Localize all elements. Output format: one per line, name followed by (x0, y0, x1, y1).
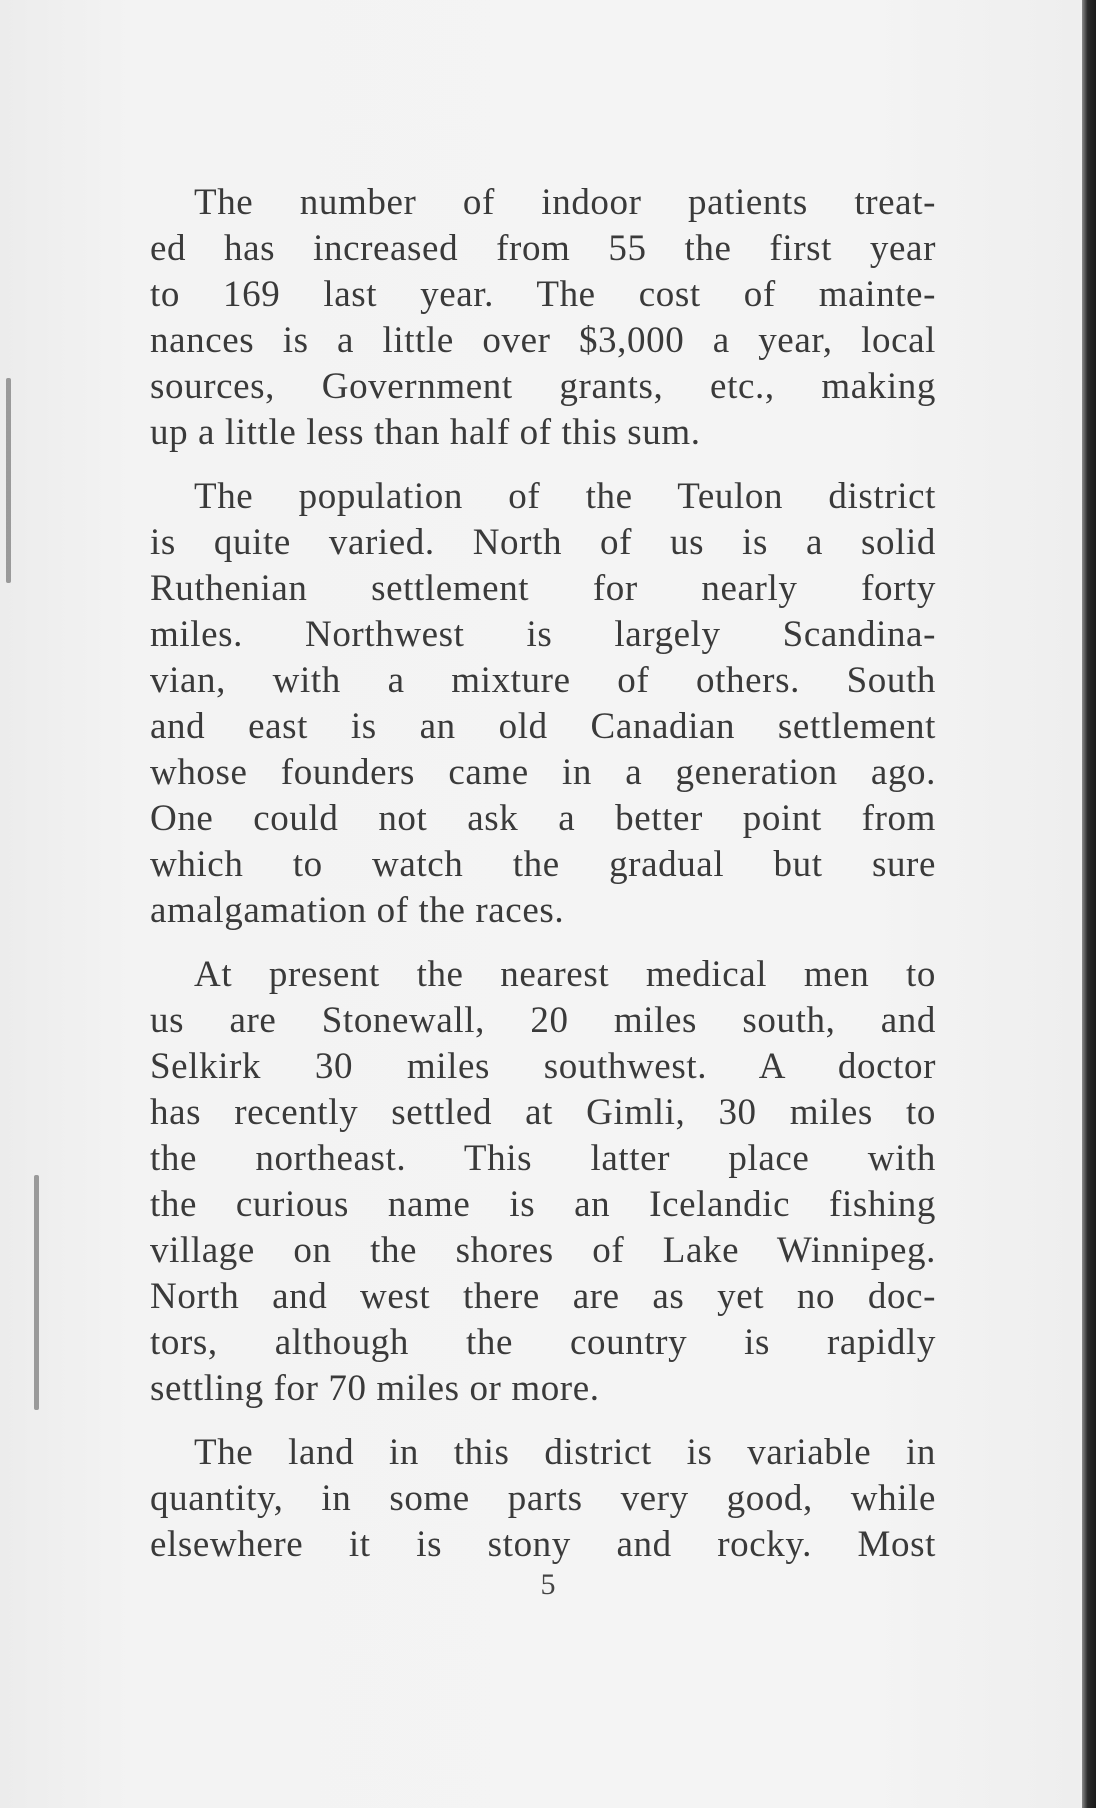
paragraph-1 (150, 180, 936, 456)
text-line: whose founders came in a generation ago. (150, 752, 936, 793)
text-line: us are Stonewall, 20 miles south, and (150, 1000, 936, 1041)
text-line: has recently settled at Gimli, 30 miles to (150, 1092, 936, 1133)
page-number: 5 (540, 1568, 556, 1601)
binding-mark-upper (6, 378, 11, 583)
text-line: One could not ask a better point from (150, 798, 936, 839)
body-text (150, 180, 936, 1586)
paragraph-3 (150, 952, 936, 1412)
text-line: sources, Government grants, etc., making (150, 366, 936, 407)
text-line: At present the nearest medical men to (194, 954, 936, 995)
text-line: tors, although the country is rapidly (150, 1322, 936, 1363)
text-line: which to watch the gradual but sure (150, 844, 936, 885)
text-line: elsewhere it is stony and rocky. Most (150, 1524, 936, 1565)
text-line: amalgamation of the races. (150, 890, 565, 931)
text-line: miles. Northwest is largely Scandina- (150, 614, 936, 655)
text-line: up a little less than half of this sum. (150, 412, 701, 453)
text-line: the northeast. This latter place with (150, 1138, 936, 1179)
text-line: North and west there are as yet no doc- (150, 1276, 936, 1317)
text-line: The population of the Teulon district (194, 476, 936, 517)
text-line: ed has increased from 55 the first year (150, 228, 936, 269)
text-line: quantity, in some parts very good, while (150, 1478, 936, 1519)
text-line: vian, with a mixture of others. South (150, 660, 936, 701)
text-line: The land in this district is variable in (194, 1432, 936, 1473)
text-line: and east is an old Canadian settlement (150, 706, 936, 747)
text-line: settling for 70 miles or more. (150, 1368, 600, 1409)
text-line: Ruthenian settlement for nearly forty (150, 568, 936, 609)
text-line: is quite varied. North of us is a solid (150, 522, 936, 563)
paragraph-2 (150, 474, 936, 934)
text-line: The number of indoor patients treat- (194, 182, 936, 223)
text-line: village on the shores of Lake Winnipeg. (150, 1230, 936, 1271)
binding-mark-lower (34, 1175, 39, 1410)
page-edge-shadow (1082, 0, 1096, 1808)
text-line: the curious name is an Icelandic fishing (150, 1184, 936, 1225)
text-line: to 169 last year. The cost of mainte- (150, 274, 936, 315)
paragraph-4 (150, 1430, 936, 1568)
text-line: nances is a little over $3,000 a year, local (150, 320, 936, 361)
text-line: Selkirk 30 miles southwest. A doctor (150, 1046, 936, 1087)
